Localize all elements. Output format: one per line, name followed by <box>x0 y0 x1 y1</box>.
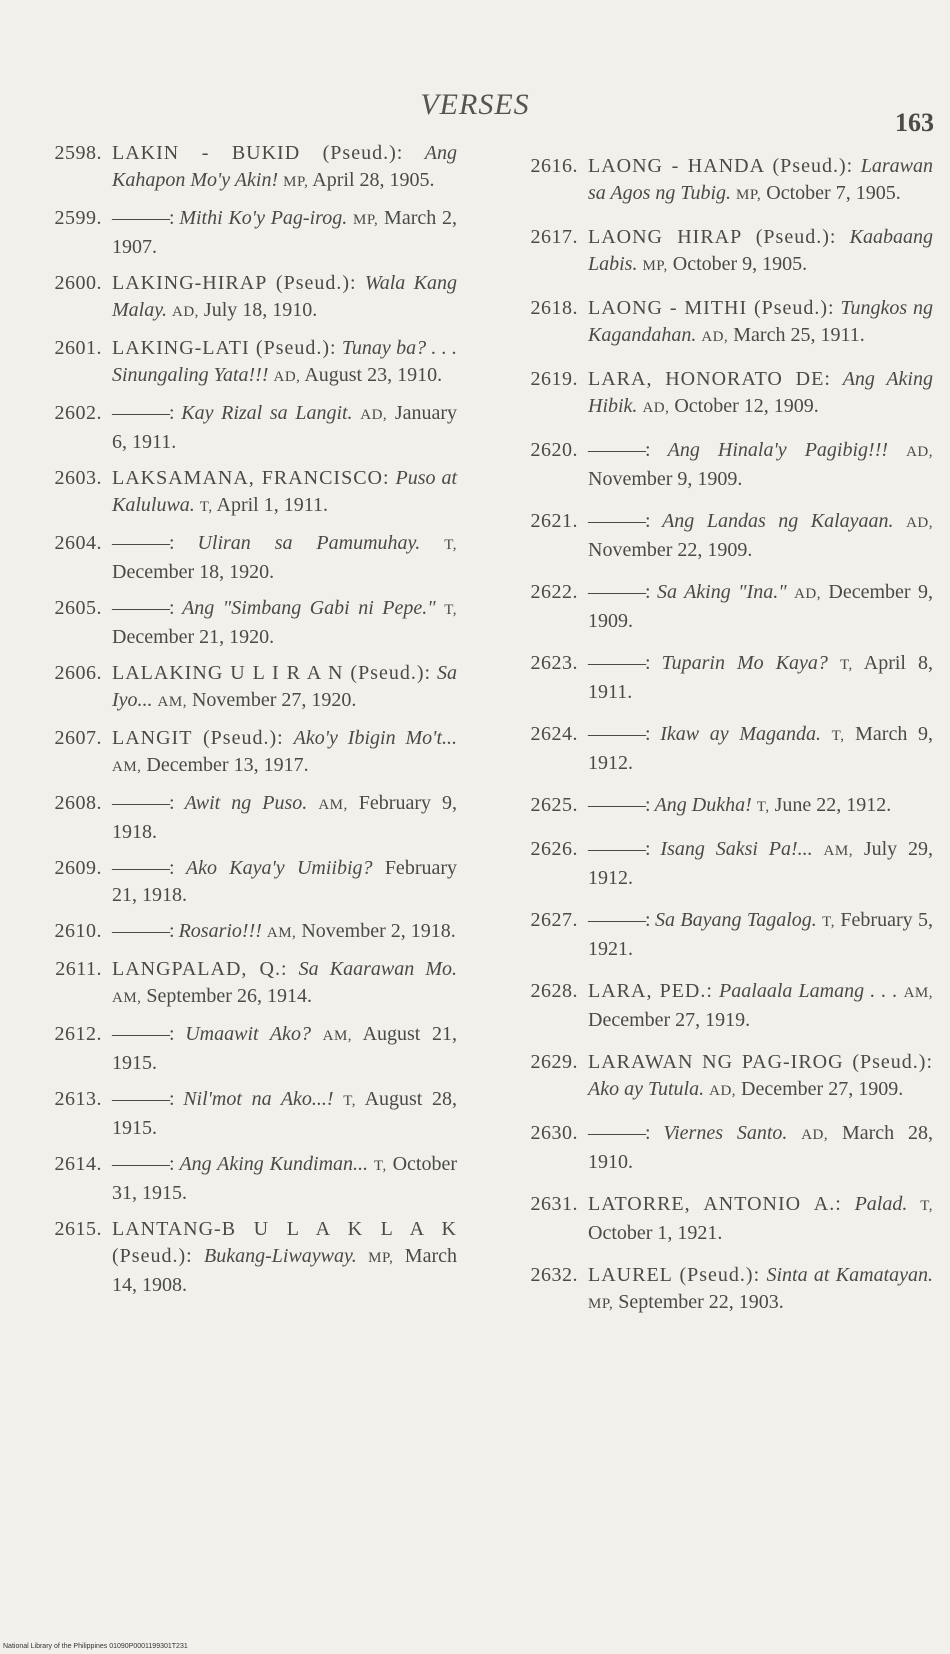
entry-author: LARA, HONORATO DE: <box>588 368 831 390</box>
entry-source: AD, <box>273 369 301 385</box>
entry-date: November 27, 1920. <box>191 689 357 711</box>
entry-number: 2600. <box>54 272 102 294</box>
entry-number: 2615. <box>54 1218 102 1240</box>
entry-source: AD, <box>906 515 934 531</box>
bibliography-entry <box>54 140 458 196</box>
entry-number: 2606. <box>54 662 102 684</box>
bibliography-entry <box>54 725 457 781</box>
entry-number: 2609. <box>54 857 102 879</box>
entry-source: T, <box>831 728 845 744</box>
entry-date: October 9, 1905. <box>672 253 808 275</box>
bibliography-entry <box>54 205 458 261</box>
entry-number: 2608. <box>54 792 102 814</box>
entry-author: ———: <box>112 402 174 424</box>
entry-title: Puso at Kaluluwa. <box>112 467 457 516</box>
entry-title: Ikaw ay Maganda. <box>660 723 821 745</box>
entry-author: LANGIT (Pseud.): <box>112 727 284 749</box>
entry-title: Palad. <box>854 1193 908 1215</box>
bibliography-entry <box>530 508 934 564</box>
entry-source: AM, <box>112 759 142 775</box>
entry-number: 2621. <box>530 510 578 532</box>
entry-author: ———: <box>112 532 174 554</box>
entry-title: Larawan sa Agos ng Tubig. <box>588 155 933 204</box>
entry-date: August 23, 1910. <box>304 364 443 386</box>
entry-date: August 28, 1915. <box>112 1088 457 1139</box>
entry-author: ———: <box>112 597 174 619</box>
entry-title: Sa Kaarawan Mo. <box>298 958 458 980</box>
entry-title: Ang Aking Kundiman... <box>179 1153 369 1175</box>
entry-author: LANTANG-B U L A K L A K (Pseud.): <box>112 1218 457 1267</box>
entry-author: LALAKING U L I R A N (Pseud.): <box>112 662 432 684</box>
bibliography-entry <box>54 918 457 947</box>
entry-number: 2613. <box>54 1088 102 1110</box>
entry-title: Wala Kang Malay. <box>112 272 457 321</box>
entry-title: Ang Aking Hibik. <box>588 368 933 417</box>
entry-date: April 8, 1911. <box>588 652 934 703</box>
entry-number: 2618. <box>530 297 578 319</box>
bibliography-entry <box>54 465 457 521</box>
entry-author: ———: <box>112 857 174 879</box>
entry-date: March 2, 1907. <box>112 207 458 258</box>
bibliography-entry <box>530 437 934 493</box>
entry-source: MP, <box>283 174 309 190</box>
entry-date: March 14, 1908. <box>112 1245 457 1296</box>
bibliography-entry <box>55 956 458 1012</box>
entry-source: AD, <box>360 407 388 423</box>
entry-date: November 22, 1909. <box>588 539 753 561</box>
entry-date: March 28, 1910. <box>588 1122 933 1173</box>
bibliography-entry <box>54 660 457 716</box>
bibliography-entry <box>530 224 934 280</box>
entry-author: ———: <box>588 909 650 931</box>
entry-number: 2611. <box>55 958 102 980</box>
entry-source: AD, <box>794 586 821 602</box>
entry-date: December 18, 1920. <box>112 561 275 583</box>
entry-author: ———: <box>112 792 174 814</box>
bibliography-entry <box>54 1021 458 1077</box>
entry-source: AM, <box>322 1028 353 1044</box>
entry-title: Tuparin Mo Kaya? <box>661 652 828 674</box>
entry-title: Paalaala Lamang . . . <box>719 980 898 1002</box>
entry-source: MP, <box>736 187 762 203</box>
entry-number: 2603. <box>54 467 102 489</box>
entry-number: 2627. <box>530 909 578 931</box>
bibliography-entry <box>530 836 934 892</box>
entry-date: November 9, 1909. <box>588 468 743 490</box>
entry-title: Ang Landas ng Kalayaan. <box>662 510 894 532</box>
entry-author: LARAWAN NG PAG-IROG (Pseud.): <box>588 1051 933 1073</box>
entry-date: November 2, 1918. <box>301 920 456 942</box>
bibliography-entry <box>530 579 934 635</box>
entry-date: December 27, 1919. <box>588 1009 751 1031</box>
entry-author: LAUREL (Pseud.): <box>588 1264 761 1286</box>
entry-number: 2624. <box>530 723 578 745</box>
entry-title: Ako ay Tutula. <box>588 1078 705 1100</box>
entry-title: Ang Hinala'y Pagibig!!! <box>667 439 889 461</box>
entry-source: AM, <box>266 925 297 941</box>
entry-date: October 31, 1915. <box>112 1153 458 1204</box>
entry-number: 2605. <box>54 597 102 619</box>
entry-number: 2601. <box>54 337 102 359</box>
entry-source: T, <box>920 1198 933 1214</box>
bibliography-entry <box>54 530 457 586</box>
entry-title: Ang "Simbang Gabi ni Pepe." <box>182 597 436 619</box>
entry-author: LANGPALAD, Q.: <box>112 958 288 980</box>
entry-date: January 6, 1911. <box>112 402 458 453</box>
entry-author: LARA, PED.: <box>588 980 713 1002</box>
bibliography-entry <box>54 855 458 909</box>
entry-number: 2632. <box>530 1264 578 1286</box>
entry-number: 2598. <box>54 142 102 164</box>
bibliography-entry <box>54 1216 457 1299</box>
entry-number: 2626. <box>530 838 578 860</box>
entry-date: April 1, 1911. <box>216 494 328 516</box>
entry-number: 2625. <box>530 794 578 816</box>
bibliography-entry <box>530 650 934 706</box>
entry-author: ———: <box>588 652 650 674</box>
entry-author: ———: <box>588 838 650 860</box>
entry-author: ———: <box>588 510 650 532</box>
entry-date: October 7, 1905. <box>766 182 901 204</box>
entry-author: LAKING-HIRAP (Pseud.): <box>112 272 357 294</box>
entry-source: AD, <box>642 400 670 416</box>
entry-source: T, <box>343 1093 357 1109</box>
bibliography-entry <box>530 1120 933 1176</box>
entry-author: ———: <box>588 723 650 745</box>
entry-source: AM, <box>823 843 853 859</box>
entry-source: MP, <box>588 1296 614 1312</box>
bibliography-entry <box>530 907 934 963</box>
entry-title: Rosario!!! <box>178 920 262 942</box>
entry-date: July 29, 1912. <box>588 838 934 889</box>
entry-date: December 21, 1920. <box>112 626 275 648</box>
entry-date: September 26, 1914. <box>146 985 312 1007</box>
entry-number: 2604. <box>54 532 102 554</box>
entry-title: Tungkos ng Kagandahan. <box>588 297 934 346</box>
entry-number: 2628. <box>530 980 578 1002</box>
entry-number: 2614. <box>54 1153 102 1175</box>
entry-source: AD, <box>172 304 199 320</box>
entry-author: LAONG HIRAP (Pseud.): <box>588 226 837 248</box>
entry-author: ———: <box>112 920 174 942</box>
bibliography-entry <box>530 978 933 1034</box>
entry-title: Awit ng Puso. <box>184 792 308 814</box>
entry-title: Sa Iyo... <box>112 662 457 711</box>
entry-source: AM, <box>112 990 142 1006</box>
running-head: VERSES <box>420 88 530 121</box>
entry-date: December 13, 1917. <box>146 754 309 776</box>
entry-title: Kaabaang Labis. <box>588 226 934 275</box>
bibliography-entry <box>54 400 458 456</box>
entry-source: T, <box>199 499 213 515</box>
entry-author: ———: <box>112 1088 174 1110</box>
entry-author: LAONG - HANDA (Pseud.): <box>588 155 854 177</box>
bibliography-entry <box>54 335 458 391</box>
entry-date: June 22, 1912. <box>774 794 892 816</box>
entry-number: 2602. <box>54 402 102 424</box>
entry-author: ———: <box>112 1023 174 1045</box>
entry-source: T, <box>444 602 457 618</box>
entry-number: 2616. <box>530 155 578 177</box>
entry-date: April 28, 1905. <box>312 169 435 191</box>
entry-title: Ang Dukha! <box>654 794 752 816</box>
entry-source: T, <box>444 537 457 553</box>
bibliography-entry <box>530 153 933 209</box>
entry-source: AD, <box>801 1127 829 1143</box>
entry-number: 2607. <box>54 727 102 749</box>
entry-author: LAKIN - BUKID (Pseud.): <box>112 142 404 164</box>
entry-date: August 21, 1915. <box>112 1023 458 1074</box>
entry-author: LAONG - MITHI (Pseud.): <box>588 297 835 319</box>
entry-author: LAKING-LATI (Pseud.): <box>112 337 337 359</box>
entry-number: 2631. <box>530 1193 578 1215</box>
entry-title: Nil'mot na Ako...! <box>183 1088 334 1110</box>
bibliography-entry <box>54 270 457 326</box>
page-number: 163 <box>895 108 934 137</box>
entry-source: MP, <box>352 212 379 228</box>
entry-date: February 9, 1918. <box>112 792 458 843</box>
entry-date: October 12, 1909. <box>674 395 819 417</box>
entry-number: 2619. <box>530 368 578 390</box>
entry-source: T, <box>822 914 835 930</box>
left-column <box>54 140 458 1308</box>
bibliography-entry <box>530 721 934 777</box>
bibliography-entry <box>54 790 458 846</box>
bibliography-entry <box>530 1049 933 1105</box>
entry-number: 2622. <box>530 581 578 603</box>
bibliography-entry <box>54 595 457 651</box>
entry-title: Bukang-Liwayway. <box>204 1245 357 1267</box>
entry-date: December 27, 1909. <box>741 1078 904 1100</box>
entry-source: MP, <box>368 1250 394 1266</box>
entry-author: ———: <box>588 1122 650 1144</box>
entry-author: LATORRE, ANTONIO A.: <box>588 1193 842 1215</box>
entry-date: March 25, 1911. <box>733 324 865 346</box>
bibliography-entry <box>530 366 933 422</box>
entry-date: July 18, 1910. <box>203 299 318 321</box>
entry-title: Kay Rizal sa Langit. <box>181 402 353 424</box>
entry-title: Ako'y Ibigin Mo't... <box>293 727 457 749</box>
bibliography-entry <box>530 792 933 821</box>
entry-date: December 9, 1909. <box>588 581 934 632</box>
entry-date: September 22, 1903. <box>618 1291 784 1313</box>
entry-title: Sa Aking "Ina." <box>657 581 787 603</box>
entry-number: 2629. <box>530 1051 578 1073</box>
entry-author: ———: <box>588 581 650 603</box>
entry-author: ———: <box>112 207 174 229</box>
entry-author: LAKSAMANA, FRANCISCO: <box>112 467 390 489</box>
bibliography-entry <box>530 1191 933 1247</box>
entry-title: Isang Saksi Pa!... <box>660 838 813 860</box>
right-column <box>530 153 934 1333</box>
entry-author: ———: <box>588 439 650 461</box>
entry-source: T, <box>839 657 853 673</box>
entry-title: Tunay ba? . . . Sinungaling Yata!!! <box>112 337 458 386</box>
entry-title: Umaawit Ako? <box>185 1023 311 1045</box>
entry-title: Uliran sa Pamumuhay. <box>197 532 421 554</box>
entry-source: AD, <box>701 329 729 345</box>
entry-title: Ako Kaya'y Umiibig? <box>185 857 373 879</box>
entry-date: February 5, 1921. <box>588 909 934 960</box>
entry-number: 2599. <box>54 207 102 229</box>
entry-source: T, <box>373 1158 387 1174</box>
entry-source: AM, <box>318 797 348 813</box>
entry-number: 2620. <box>530 439 578 461</box>
entry-author: ———: <box>588 794 650 816</box>
entry-number: 2623. <box>530 652 578 674</box>
entry-number: 2610. <box>54 920 102 942</box>
entry-date: February 21, 1918. <box>112 857 458 906</box>
footer-credit: National Library of the Philippines 01090P0001199301T231 <box>3 1643 188 1650</box>
entry-source: AM, <box>903 985 933 1001</box>
entry-number: 2617. <box>530 226 578 248</box>
bibliography-entry <box>530 295 934 351</box>
entry-title: Sa Bayang Tagalog. <box>654 909 817 931</box>
entry-number: 2630. <box>530 1122 578 1144</box>
bibliography-entry <box>54 1151 458 1207</box>
entry-title: Ang Kahapon Mo'y Akin! <box>112 142 458 191</box>
entry-source: AD, <box>906 444 934 460</box>
entry-source: AM, <box>157 694 187 710</box>
entry-date: March 9, 1912. <box>588 723 934 774</box>
entry-title: Sinta at Kamatayan. <box>766 1264 933 1286</box>
bibliography-entry <box>530 1262 933 1318</box>
entry-source: MP, <box>642 258 668 274</box>
entry-title: Mithi Ko'y Pag-irog. <box>179 207 348 229</box>
entry-title: Viernes Santo. <box>663 1122 788 1144</box>
entry-source: AD, <box>709 1083 737 1099</box>
entry-source: T, <box>756 799 770 815</box>
entry-author: ———: <box>112 1153 174 1175</box>
entry-number: 2612. <box>54 1023 102 1045</box>
entry-date: October 1, 1921. <box>588 1222 723 1244</box>
bibliography-entry <box>54 1086 457 1142</box>
